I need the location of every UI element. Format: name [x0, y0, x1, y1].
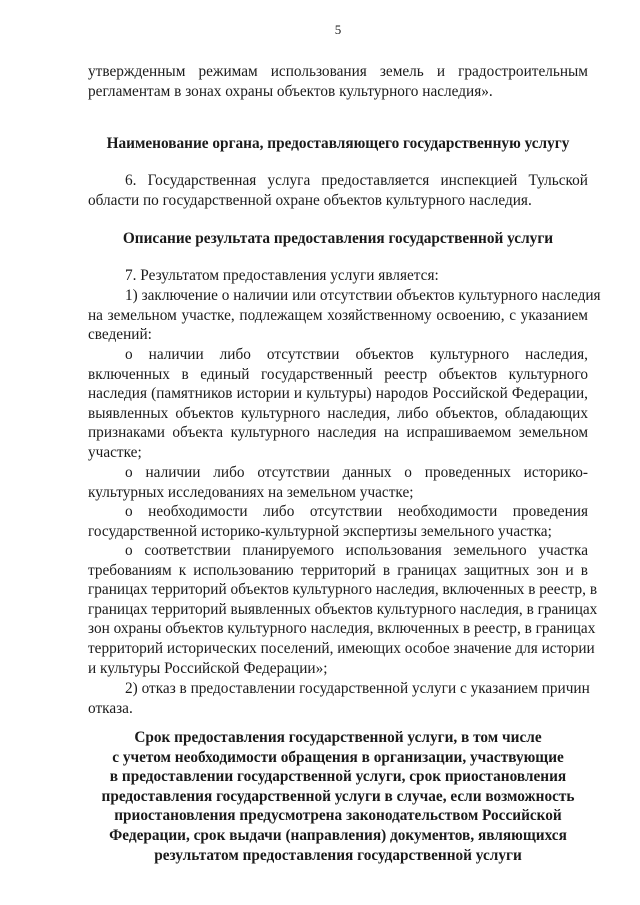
sub-item-line: признаками объекта культурного наследия на испрашиваемом земельном [88, 424, 588, 442]
paragraph-line: 7. Результатом предоставления услуги является: [125, 267, 439, 284]
intro-line: утвержденным режимам использования земель и градостроительным [88, 63, 588, 80]
section-heading-organ: Наименование органа, предоставляющего государственную услугу [106, 135, 570, 152]
item-line: отказа. [88, 699, 133, 717]
paragraph-line: области по государственной охране объектов культурного наследия. [88, 191, 532, 209]
sub-item-line: границах территорий объектов культурного наследия, включенных в реестр, в [88, 581, 598, 599]
heading-line: Срок предоставления государственной услуги, в том числе [134, 729, 542, 746]
heading-line: в предоставлении государственной услуги, срок приостановления [109, 768, 567, 786]
sub-item-line: требованиям к использованию территорий в границах защитных зон и в [88, 561, 588, 579]
sub-item-expertise [88, 502, 588, 541]
sub-item-line: о соответствии планируемого использования земельного участка [125, 542, 588, 559]
sub-item-line: границах территорий выявленных объектов культурного наследия, в границах [88, 600, 598, 618]
item-line: 2) отказ в предоставлении государственной услуги с указанием причин [125, 680, 590, 697]
item-line: на земельном участке, подлежащем хозяйственному освоению, с указанием [88, 306, 588, 324]
sub-item-line: участке; [88, 443, 142, 461]
sub-item-compliance [88, 541, 598, 678]
sub-item-line: культурных исследованиях на земельном участке; [88, 483, 414, 501]
heading-line: Федерации, срок выдачи (направления) документов, являющихся [109, 826, 567, 844]
heading-line: с учетом необходимости обращения в организации, участвующие [112, 748, 564, 766]
paragraph-7 [88, 266, 588, 286]
sub-item-line: включенных в единый государственный реестр объектов культурного [88, 365, 588, 383]
item-line: сведений: [88, 326, 152, 344]
sub-item-line: зон охраны объектов культурного наследия, включенных в реестр, в границах [88, 620, 596, 638]
intro-line: регламентам в зонах охраны объектов культурного наследия». [88, 82, 493, 100]
section-heading-term [88, 728, 588, 865]
paragraph-6 [88, 171, 588, 210]
sub-item-line: наследия (памятников истории и культуры) народов Российской Федерации, [88, 385, 588, 403]
heading-line: предоставления государственной услуги в случае, если возможность [101, 787, 575, 805]
document-page [88, 0, 601, 905]
paragraph-line: 6. Государственная услуга предоставляется инспекцией Тульской [125, 172, 588, 189]
intro-paragraph [88, 62, 588, 101]
sub-item-line: о необходимости либо отсутствии необходимости проведения [125, 503, 588, 520]
heading-line: приостановления предусмотрена законодательством Российской [114, 807, 562, 825]
page-number: 5 [334, 22, 342, 37]
section-heading-result: Описание результата предоставления государственной услуги [122, 230, 554, 247]
item-line: 1) заключение о наличии или отсутствии объектов культурного наследия [125, 287, 601, 304]
sub-item-line: государственной историко-культурной экспертизы земельного участка; [88, 522, 552, 540]
sub-item-line: о наличии либо отсутствии объектов культурного наследия, [125, 346, 588, 363]
item-2 [88, 679, 588, 718]
sub-item-line: о наличии либо отсутствии данных о проведенных историко- [125, 464, 588, 481]
item-1 [88, 286, 601, 345]
sub-item-line: территорий исторических поселений, имеющих особое значение для истории [88, 639, 595, 657]
sub-item-research [88, 463, 588, 502]
sub-item-presence [88, 345, 588, 463]
sub-item-line: выявленных объектов культурного наследия, либо объектов, обладающих [88, 404, 588, 422]
sub-item-line: и культуры Российской Федерации»; [88, 659, 328, 677]
heading-line: результатом предоставления государственной услуги [154, 846, 522, 864]
